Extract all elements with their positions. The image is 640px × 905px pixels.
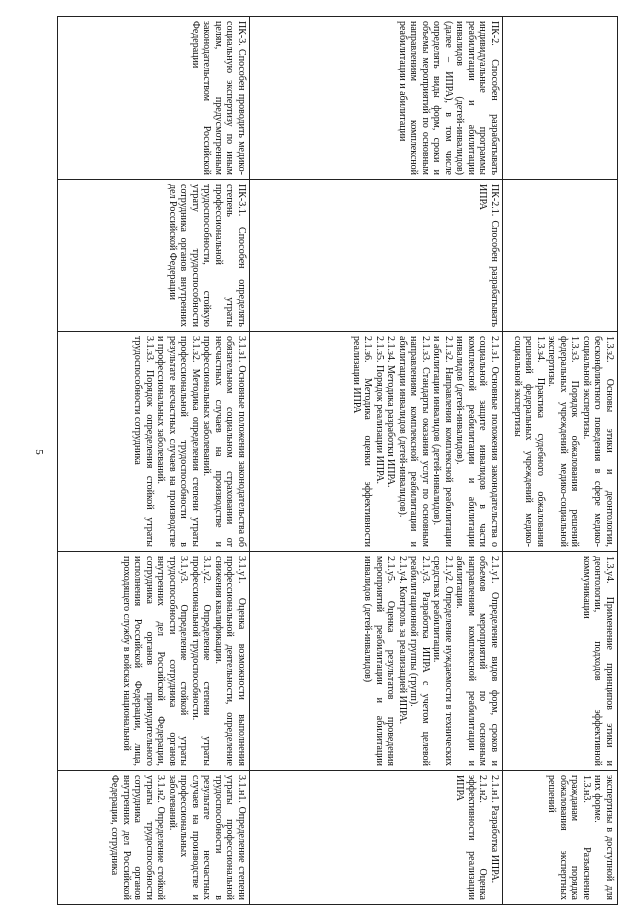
list-item: 3.1.н1. Определение степени утраты профессиональной трудоспособности в результате несчастных случаев на производстве и профессиональных заболеваний. [167, 775, 247, 900]
table-row [250, 17, 503, 905]
list-item: 2.1.з6. Методика оценки эффективности реализации ИПРА [351, 336, 374, 547]
list-item: 2.1.у4. Контроль за реализацией ИПРА. [397, 556, 408, 725]
list-item: 2.1.з2. Направления комплексной реабилитации и абилитации инвалидов (детей-инвалидов). [431, 336, 454, 547]
list-item: 1.3.з4. Практика судебного обжалования решений федеральных учреждений медико-социальной экспертизы [512, 336, 546, 547]
list-item: 2.1.з4. Методика разработки ИПРА. [385, 336, 397, 488]
list-item: 3.1.у1. Оценка возможности выполнения профессиональной деятельности, определение снижения квалификации. [213, 556, 247, 766]
list-item: 2.1.з1. Основные положения законодательства о социальной защите инвалидов в части комплексной реабилитации и абилитации инвалидов (детей-инвалидов). [454, 336, 500, 547]
page-number: 5 [32, 449, 45, 455]
list-item: 2.1.у5. Оценка результатов проведения мероприятий реабилитации и абилитации инвалидов (детей-инвалидов) [362, 556, 397, 766]
list-item: 2.1.у3. Разработка ИПРА с учетом целевой реабилитационной группы (групп). [408, 556, 431, 766]
list-item: 3.1.у2. Определение степени утраты профессиональной трудоспособности. [190, 556, 213, 766]
list-item: 2.1.з3. Стандарты оказания услуг по основным направлениям комплексной реабилитации и абилитации инвалидов (детей-инвалидов). [397, 336, 431, 547]
list-item: 3.1.з2. Методика определения степени утраты профессиональной трудоспособности в результате несчастных случаев на производстве и профессиональных заболеваний. [155, 336, 201, 547]
list-item: 1.3.з3. Порядок обжалования решений федеральных учреждений медико-социальной экспертизы. [546, 336, 581, 547]
skills-cell [503, 552, 618, 771]
list-item: 1.3.у4. Применение принципов этики и деонтологии, подходов эффективной коммуникации [581, 556, 615, 766]
competency-table [57, 16, 618, 905]
knowledge-cell [250, 332, 503, 552]
list-item: 2.1.н1. Разработка ИПРА. [489, 775, 500, 884]
knowledge-cell [503, 332, 618, 552]
skills-cell [250, 552, 503, 771]
rotated-table-container [58, 16, 618, 904]
knowledge-cell [58, 332, 250, 552]
list-item: 3.1.з3. Порядок определения стойкой утраты трудоспособности сотрудника [132, 336, 155, 547]
table-row [58, 17, 250, 905]
list-item: экспертизы в доступной для них форме. [592, 775, 615, 900]
list-item: 3.1.у3. Определение стойкой утраты трудоспособности сотрудника органов внутренних дел Российской Федерации, сотрудника органов принудительного исполнения Российской Федерации, лица, проходящего службу в войсках национальной [121, 556, 190, 766]
indicator-cell: ПК-3.1. Способен определять степень утраты профессиональной трудоспособности, стойкую утрату трудоспособности сотрудника органов внутренних дел Российской Федерации [58, 180, 250, 332]
list-item: 2.1.у2. Определение нуждаемости в технических средствах реабилитации. [431, 556, 454, 766]
skills-cell [58, 552, 250, 771]
competency-cell: ПК-2. Способен разрабатывать индивидуальные программы реабилитации и абилитации инвалидов (детей-инвалидов) (далее – ИПРА), в том числе определять виды форм, сроки и объемы мероприятий по основным направлениям комплексной реабилитации и абилитации [250, 17, 503, 180]
actions-cell [58, 771, 250, 905]
competency-cell: ПК-3. Способен проводить медико-социальную экспертизу по иным целям, предусмотренным законодательством Российской Федерации [58, 17, 250, 180]
list-item: 2.1.у1. Определение видов форм, сроков и объемов мероприятий по основным направлениям комплексной реабилитации и абилитации. [454, 556, 500, 766]
indicator-cell: ПК-2.1. Способен разрабатывать ИПРА [250, 180, 503, 332]
list-item: 2.1.з5. Порядок реализации ИПРА. [374, 336, 385, 485]
list-item: 2.1.н2. Оценка эффективности реализации ИПРА [454, 775, 489, 900]
list-item: 1.3.з2. Основы этики и деонтологии, бесконфликтного поведения в сфере медико-социальной экспертизы. [581, 336, 615, 547]
indicator-cell [503, 180, 618, 332]
actions-cell [503, 771, 618, 905]
list-item: 1.3.н3. Разъяснение гражданам порядка обжалования экспертных решений [546, 775, 592, 900]
list-item: 3.1.н2. Определение стойкой утраты трудоспособности сотрудника органов внутренних дел Российской Федерации, сотрудника [109, 775, 167, 900]
table-row [503, 17, 618, 905]
competency-cell [503, 17, 618, 180]
list-item: 3.1.з1. Основные положения законодательства об обязательном социальном страховании от несчастных случаев на производстве и профессиональных заболеваний. [201, 336, 247, 547]
actions-cell [250, 771, 503, 905]
